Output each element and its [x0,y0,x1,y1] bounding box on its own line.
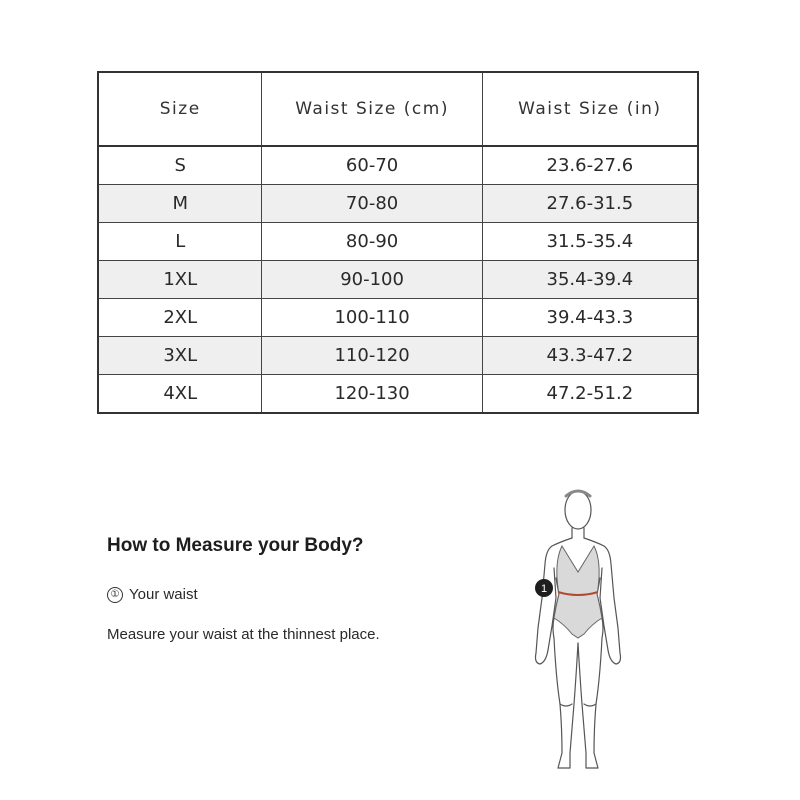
size-chart-table [97,71,699,414]
table-row [98,146,698,185]
waist-cm-cell: 80-90 [262,223,482,261]
waist-cm-cell: 110-120 [262,337,482,375]
waist-cm-cell: 120-130 [262,375,482,414]
waist-cm-cell: 90-100 [262,261,482,299]
table-header-row [98,72,698,146]
size-cell: 3XL [98,337,262,375]
size-cell: 4XL [98,375,262,414]
waist-in-cell: 31.5-35.4 [482,223,698,261]
waist-marker-label: 1 [540,583,548,595]
measure-instruction: Measure your waist at the thinnest place. [107,626,380,643]
table-row [98,337,698,375]
measure-step-waist [107,586,198,603]
header-waist-in: Waist Size (in) [482,72,698,146]
female-body-icon [522,478,662,780]
waist-in-cell: 39.4-43.3 [482,299,698,337]
table-row [98,223,698,261]
size-cell: S [98,146,262,185]
table-row [98,185,698,223]
waist-in-cell: 35.4-39.4 [482,261,698,299]
size-cell: M [98,185,262,223]
waist-in-cell: 43.3-47.2 [482,337,698,375]
measure-guide-title: How to Measure your Body? [107,535,364,556]
header-size: Size [98,72,262,146]
body-figure-illustration [522,478,662,780]
size-cell: L [98,223,262,261]
step-number-icon: ① [107,587,123,603]
waist-cm-cell: 70-80 [262,185,482,223]
table-row [98,299,698,337]
waist-in-cell: 47.2-51.2 [482,375,698,414]
size-cell: 1XL [98,261,262,299]
waist-cm-cell: 60-70 [262,146,482,185]
waist-cm-cell: 100-110 [262,299,482,337]
table-row [98,261,698,299]
header-waist-cm: Waist Size (cm) [262,72,482,146]
size-cell: 2XL [98,299,262,337]
waist-in-cell: 23.6-27.6 [482,146,698,185]
waist-in-cell: 27.6-31.5 [482,185,698,223]
table-row [98,375,698,414]
step-label: Your waist [129,586,198,603]
